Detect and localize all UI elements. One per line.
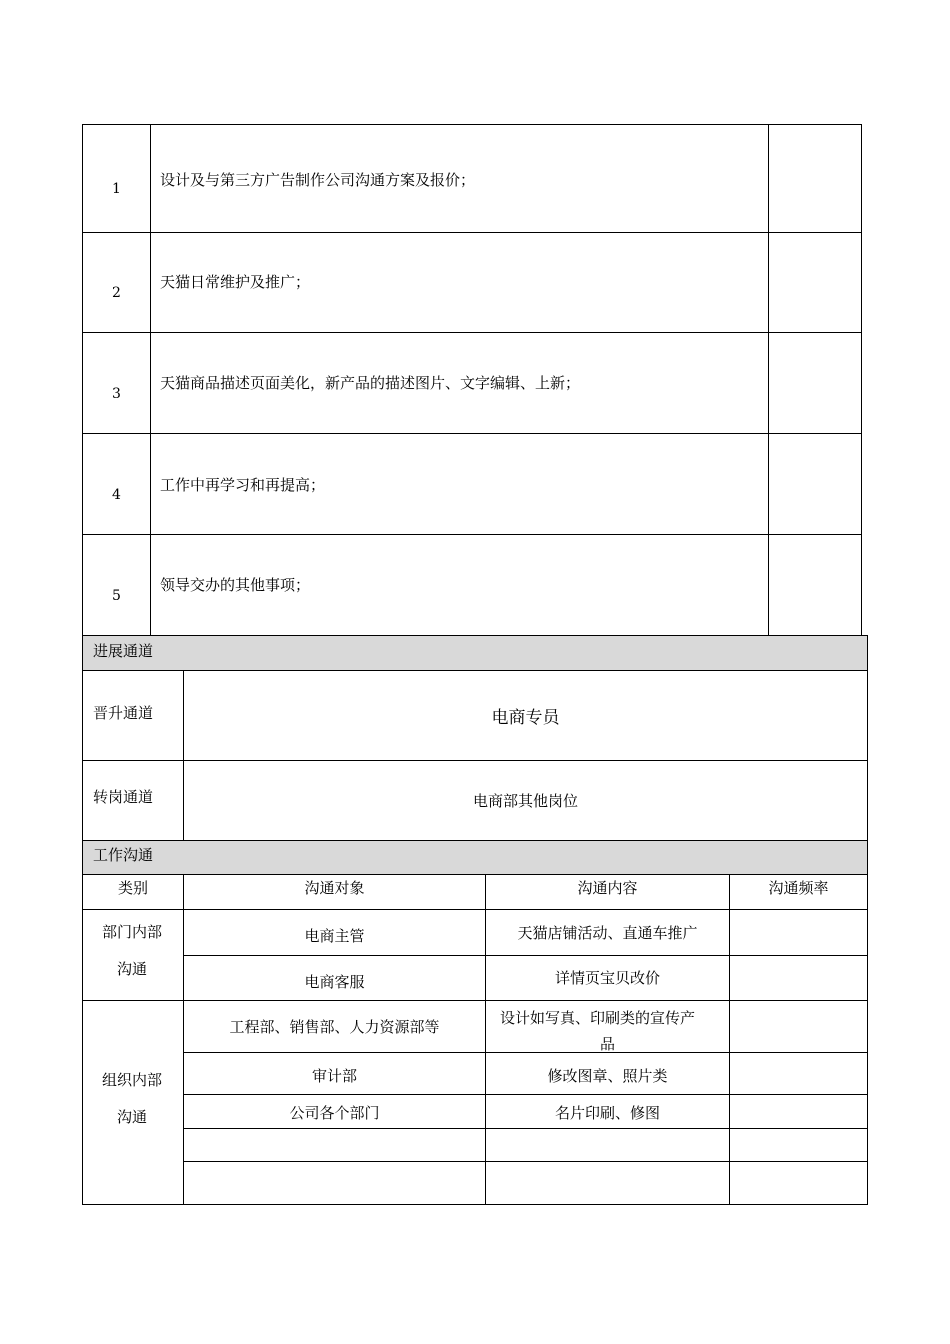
duty-number-cell [82,232,151,333]
duty-text-cell [150,433,769,535]
column-header-content: 沟通内容 [485,874,730,910]
table-row-content [485,1161,730,1205]
table-row-frequency [729,1052,868,1095]
category-cell-organization [82,1000,184,1205]
category-label-line1: 部门内部 [102,923,163,941]
table-row-target: 工程部、销售部、人力资源部等 [183,1000,486,1053]
category-label-line1: 组织内部 [102,1071,163,1089]
table-row-content [485,1000,730,1053]
duty-text-cell [150,124,769,233]
content-line2: 品 [600,1035,616,1053]
column-header-frequency: 沟通频率 [729,874,868,910]
category-label-line2: 沟通 [117,1108,148,1126]
table-row-target: 审计部 [183,1052,486,1095]
transfer-label: 转岗通道 [93,788,154,806]
duty-number: 4 [112,487,121,503]
table-row-content [485,1128,730,1162]
promotion-label: 晋升通道 [93,704,154,722]
duty-text: 设计及与第三方广告制作公司沟通方案及报价； [160,171,476,189]
table-row-frequency [729,1000,868,1053]
duty-number-cell [82,433,151,535]
table-row-target [183,1128,486,1162]
table-row-target [183,1161,486,1205]
column-header-target: 沟通对象 [183,874,486,910]
table-row-target: 公司各个部门 [183,1094,486,1129]
transfer-value: 电商部其他岗位 [472,791,578,810]
duty-text: 工作中再学习和再提高； [160,476,326,494]
table-row-frequency [729,1161,868,1205]
duty-number: 3 [112,386,121,402]
table-row-frequency [729,1128,868,1162]
duty-number: 1 [112,181,121,197]
duty-extra-cell [768,534,862,636]
duty-number-cell [82,534,151,636]
table-row-frequency [729,1094,868,1129]
section-heading: 进展通道 [93,642,154,660]
progression-heading-bar [82,635,868,671]
promotion-label-cell [82,670,184,761]
promotion-value: 电商专员 [491,708,560,728]
table-row-target: 电商客服 [183,955,486,1001]
transfer-label-cell [82,760,184,841]
category-label-line2: 沟通 [117,960,148,978]
duty-number: 2 [112,285,121,301]
category-cell-department [82,909,184,1001]
duty-number-cell [82,332,151,434]
duty-extra-cell [768,124,862,233]
duty-extra-cell [768,232,862,333]
duty-text-cell [150,534,769,636]
duty-text: 天猫商品描述页面美化，新产品的描述图片、文字编辑、上新； [160,374,581,392]
duty-text-cell [150,232,769,333]
duty-extra-cell [768,433,862,535]
table-row-content: 修改图章、照片类 [485,1052,730,1095]
duty-text: 领导交办的其他事项； [160,576,311,594]
table-row-content: 天猫店铺活动、直通车推广 [485,909,730,956]
table-row-content: 详情页宝贝改价 [485,955,730,1001]
duty-number-cell [82,124,151,233]
communication-heading-bar [82,840,868,875]
duty-text: 天猫日常维护及推广； [160,273,311,291]
content-line1: 设计如写真、印刷类的宣传产 [500,1009,696,1027]
section-heading: 工作沟通 [93,846,154,864]
table-row-target: 电商主管 [183,909,486,956]
table-row-frequency [729,955,868,1001]
column-header-category: 类别 [82,874,184,910]
table-row-content: 名片印刷、修图 [485,1094,730,1129]
promotion-value-cell [183,670,868,761]
table-row-frequency [729,909,868,956]
duty-extra-cell [768,332,862,434]
duty-number: 5 [112,588,121,604]
transfer-value-cell [183,760,868,841]
duty-text-cell [150,332,769,434]
